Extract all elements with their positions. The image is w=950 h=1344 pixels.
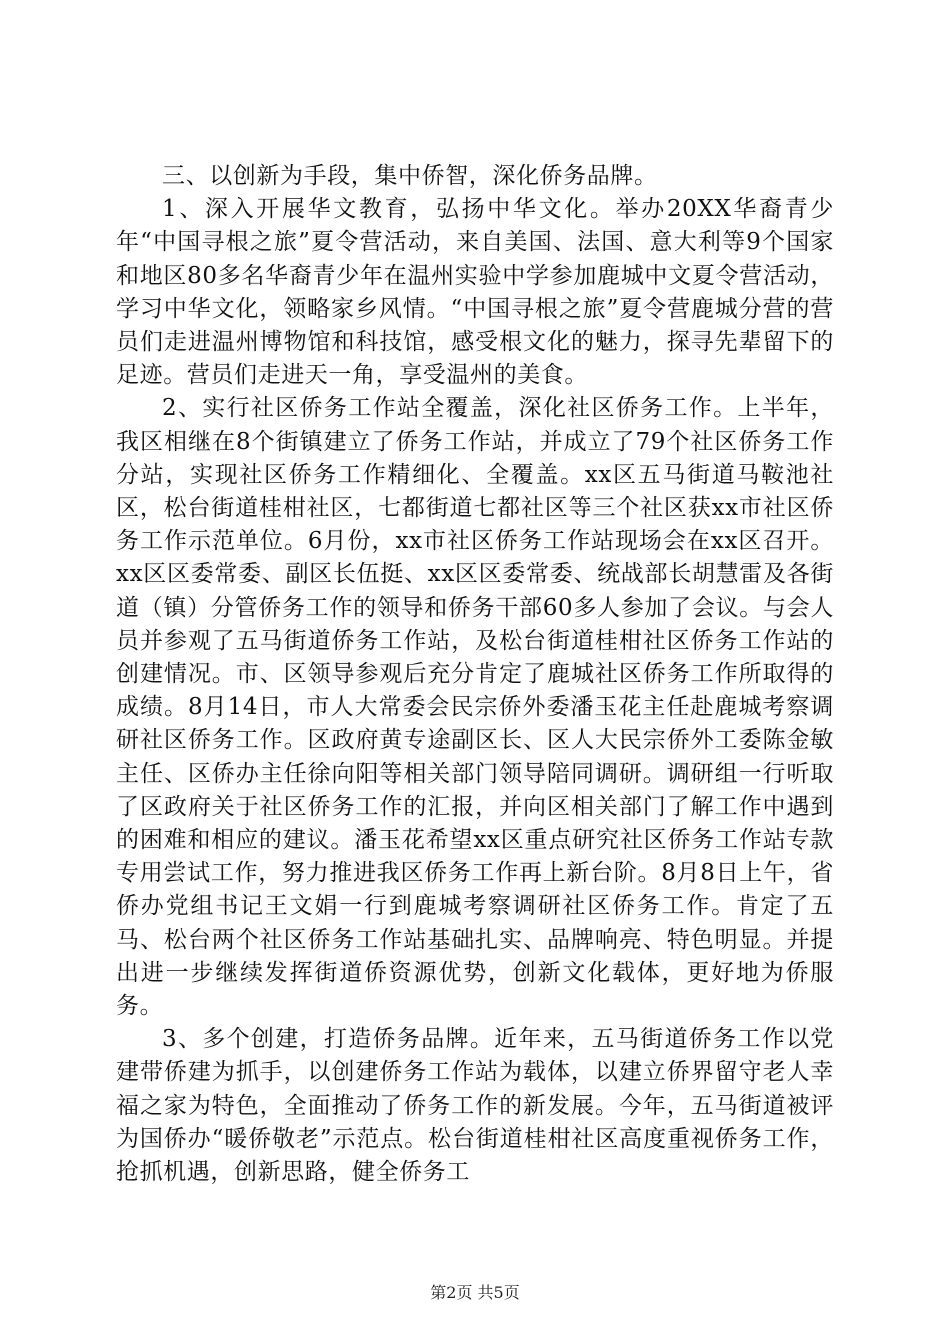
section-heading: 三、以创新为手段，集中侨智，深化侨务品牌。 bbox=[162, 163, 658, 189]
paragraph-chinese-education: 1、深入开展华文教育，弘扬中华文化。举办20XX华裔青少年“中国寻根之旅”夏令营活动，来自美国、法国、意大利等9个国家和地区80多名华裔青少年在温州实验中学参加鹿城中文夏令营活动，学习中华文化，领略家乡风情。“中国寻根之旅”夏令营鹿城分营的营员们走进温州博物馆和科技馆，感受根文化的魅力，探寻先辈留下的足迹。营员们走进天一角，享受温州的美食。 bbox=[116, 196, 834, 389]
paragraph-brand-building: 3、多个创建，打造侨务品牌。近年来，五马街道侨务工作以党建带侨建为抓手，以创建侨务工作站为载体，以建立侨界留守老人幸福之家为特色，全面推动了侨务工作的新发展。今年，五马街道被评为国侨办“暖侨敬老”示范点。松台街道桂柑社区高度重视侨务工作，抢抓机遇，创新思路，健全侨务工 bbox=[116, 1026, 834, 1186]
paragraph-community-stations: 2、实行社区侨务工作站全覆盖，深化社区侨务工作。上半年，我区相继在8个街镇建立了侨务工作站，并成立了79个社区侨务工作分站，实现社区侨务工作精细化、全覆盖。xx区五马街道马鞍池社区，松台街道桂柑社区，七都街道七都社区等三个社区获xx市社区侨务工作示范单位。6月份，xx市社区侨务工作站现场会在xx区召开。xx区区委常委、副区长伍挺、xx区区委常委、统战部长胡慧雷及各街道（镇）分管侨务工作的领导和侨务干部60多人参加了会议。与会人员并参观了五马街道侨务工作站，及松台街道桂柑社区侨务工作站的创建情况。市、区领导参观后充分肯定了鹿城社区侨务工作所取得的成绩。8月14日，市人大常委会民宗侨外委潘玉花主任赴鹿城考察调研社区侨务工作。区政府黄专途副区长、区人大民宗侨外工委陈金敏主任、区侨办主任徐向阳等相关部门领导陪同调研。调研组一行听取了区政府关于社区侨务工作的汇报，并向区相关部门了解工作中遇到的困难和相应的建议。潘玉花希望xx区重点研究社区侨务工作站专款专用尝试工作，努力推进我区侨务工作再上新台阶。8月8日上午，省侨办党组书记王文娟一行到鹿城考察调研社区侨务工作。肯定了五马、松台两个社区侨务工作站基础扎实、品牌响亮、特色明显。并提出进一步继续发挥街道侨资源优势，创新文化载体，更好地为侨服务。 bbox=[116, 395, 834, 1020]
page-footer: 第2页 共5页 bbox=[430, 1283, 520, 1302]
document-body bbox=[116, 160, 834, 1189]
